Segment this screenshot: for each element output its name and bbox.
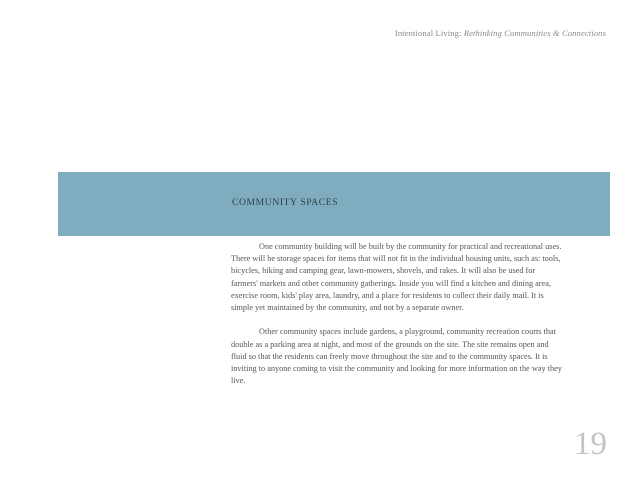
section-heading: COMMUNITY SPACES <box>232 197 339 208</box>
page-number: 19 <box>574 426 607 462</box>
section-body <box>231 241 562 400</box>
header-title: Intentional Living: <box>394 28 464 38</box>
paragraph-2: Other community spaces include gardens, a playground, community recreation courts that double as a parking area at night, and most of the grounds on the site. The site remains open and fluid so that the residents can freely move throughout the site and to the community spaces. It is inviting to anyone coming to visit the community and looking for more information on the way they live. <box>231 327 562 386</box>
running-header <box>395 28 606 38</box>
header-subtitle: Rethinking Communities & Connections <box>463 28 606 38</box>
paragraph-1: One community building will be built by the community for practical and recreational uses. There will be storage spaces for items that will not fit in the individual housing units, such as: tools, bicycles, hiking and camping gear, lawn-mowers, shovels, and rakes. It will also be used for farmers' markets and other community gatherings. Inside you will find a kitchen and dining area, exercise room, kids' play area, laundry, and a place for residents to collect their daily mail. It is simple yet maintained by the community, and not by a separate owner. <box>231 242 562 313</box>
